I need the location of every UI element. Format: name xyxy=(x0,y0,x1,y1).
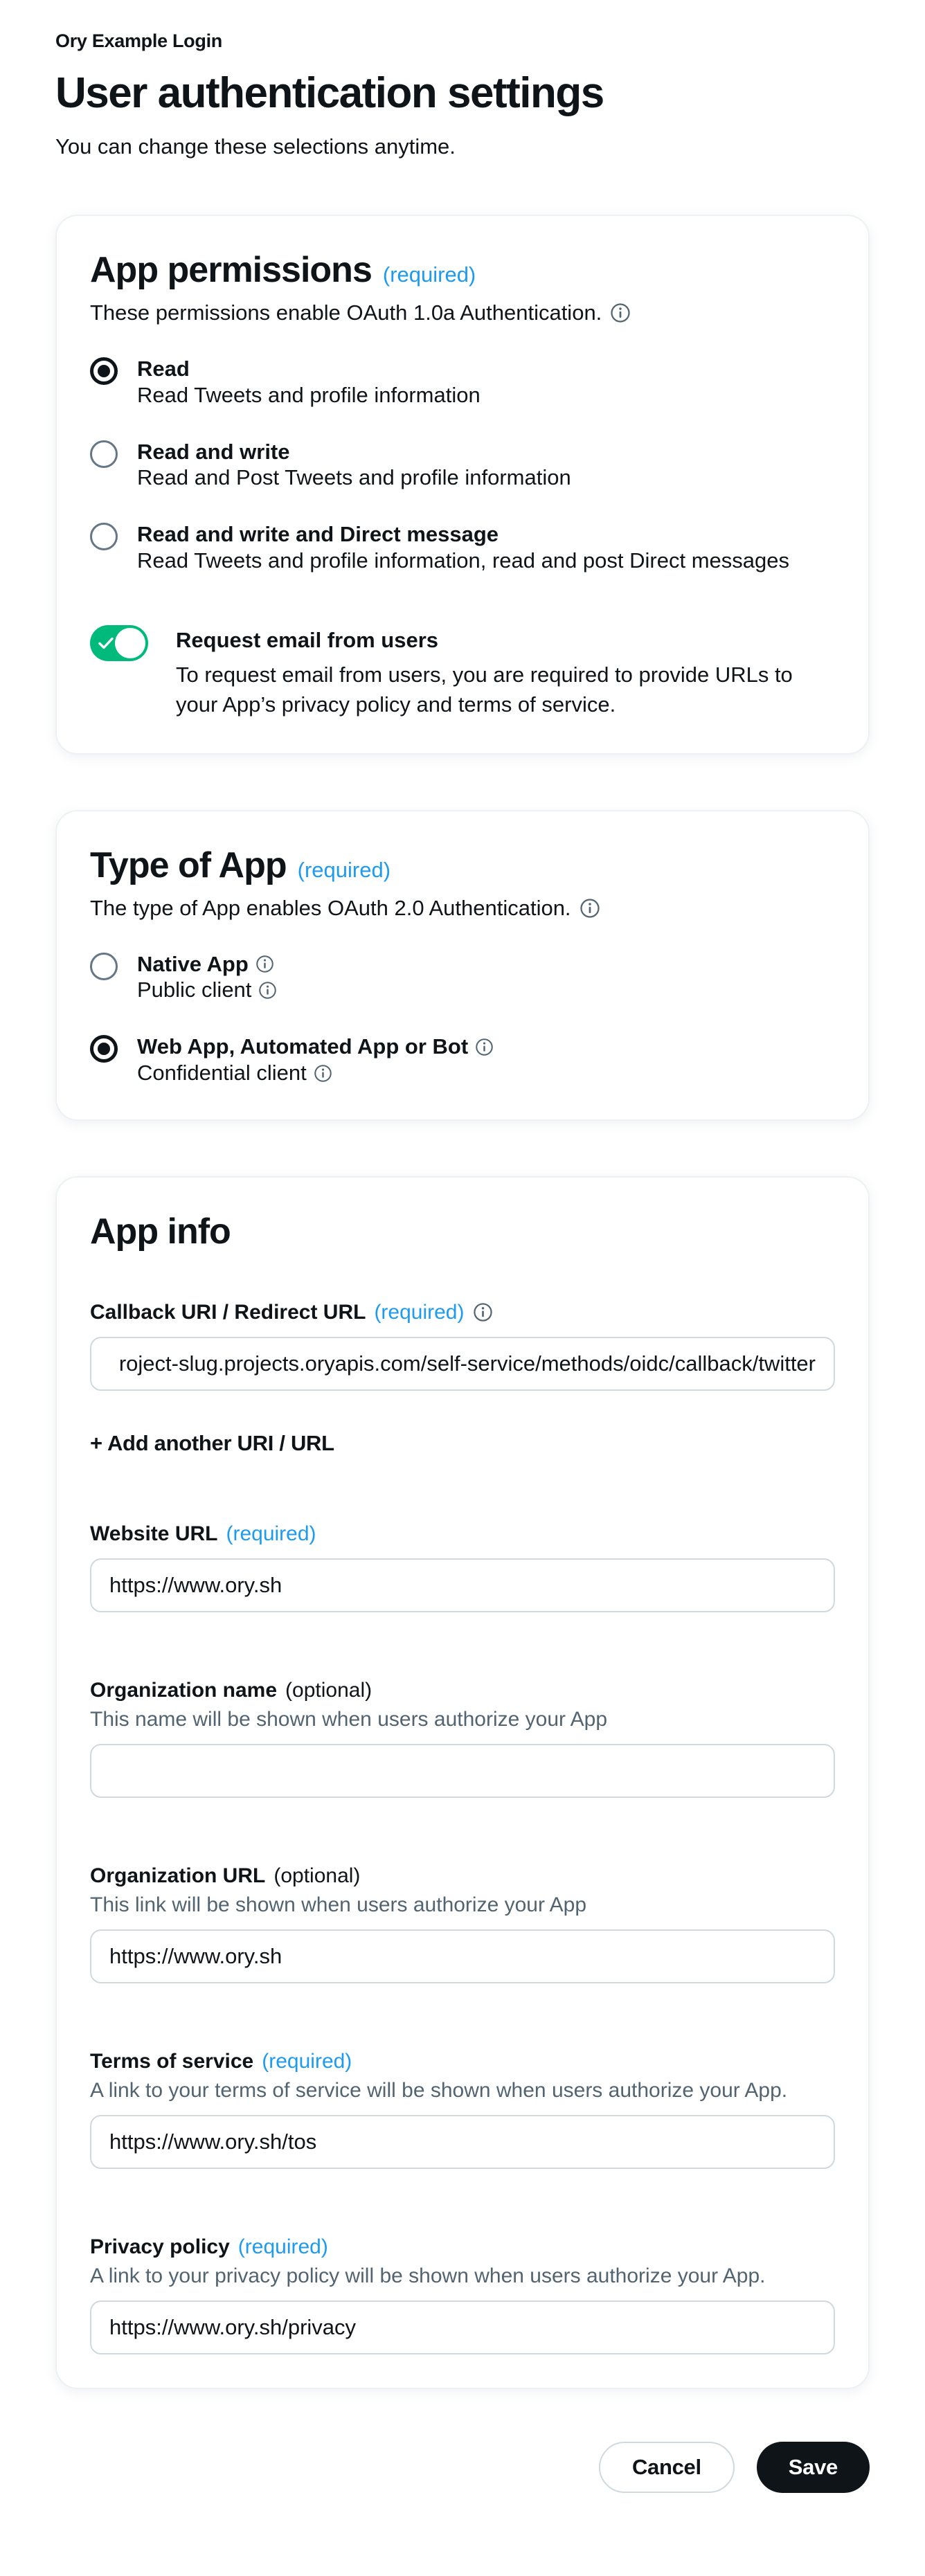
permission-option-read-write[interactable] xyxy=(90,439,835,492)
option-label: Read and write xyxy=(137,439,290,464)
app-info-card xyxy=(55,1176,870,2389)
option-description: Read and Post Tweets and profile information xyxy=(137,465,571,490)
app-permissions-card xyxy=(55,215,870,755)
option-label: Read and write and Direct message xyxy=(137,522,499,547)
option-label: Native App xyxy=(137,951,249,976)
app-permissions-title-row xyxy=(90,249,835,291)
callback-uri-value: roject-slug.projects.oryapis.com/self-service/methods/oidc/callback/twitter xyxy=(118,1351,816,1376)
request-email-toggle[interactable] xyxy=(90,625,148,661)
organization-name-label: Organization name xyxy=(90,1678,278,1702)
option-label: Web App, Automated App or Bot xyxy=(137,1034,469,1059)
organization-url-input[interactable] xyxy=(90,1929,835,1983)
required-tag: (required) xyxy=(262,2049,352,2073)
option-description: Read Tweets and profile information, read and post Direct messages xyxy=(137,548,789,573)
type-of-app-subtitle-row xyxy=(90,896,835,921)
type-of-app-title: Type of App xyxy=(90,845,287,885)
add-uri-link[interactable]: + Add another URI / URL xyxy=(90,1430,334,1455)
type-option-web-app[interactable] xyxy=(90,1034,835,1086)
terms-of-service-input[interactable] xyxy=(90,2115,835,2169)
terms-of-service-helper: A link to your terms of service will be shown when users authorize your App. xyxy=(90,2078,788,2102)
organization-url-field xyxy=(90,1864,835,1983)
type-of-app-card xyxy=(55,810,870,1121)
required-tag: (required) xyxy=(374,1300,465,1324)
radio-button[interactable] xyxy=(90,523,118,550)
required-tag: (required) xyxy=(297,857,391,882)
organization-name-helper: This name will be shown when users authorize your App xyxy=(90,1707,608,1731)
optional-tag: (optional) xyxy=(273,1864,361,1887)
radio-button[interactable] xyxy=(90,440,118,468)
type-option-native-app[interactable] xyxy=(90,951,835,1004)
page-subtitle: You can change these selections anytime. xyxy=(55,134,456,159)
website-url-input[interactable] xyxy=(90,1558,835,1612)
option-sublabel: Public client xyxy=(137,978,252,1002)
option-label: Read xyxy=(137,357,190,381)
terms-of-service-field xyxy=(90,2050,835,2169)
app-permissions-subtitle-row xyxy=(90,300,835,325)
organization-url-helper: This link will be shown when users authorize your App xyxy=(90,1893,587,1916)
organization-url-label: Organization URL xyxy=(90,1864,266,1887)
optional-tag: (optional) xyxy=(285,1678,372,1702)
app-title: Ory Example Login xyxy=(55,30,222,51)
info-icon[interactable] xyxy=(255,955,274,973)
info-icon[interactable] xyxy=(610,303,631,323)
app-permissions-title: App permissions xyxy=(90,250,372,290)
option-description: Read Tweets and profile information xyxy=(137,382,481,407)
callback-uri-field xyxy=(90,1301,835,1391)
callback-uri-label: Callback URI / Redirect URL xyxy=(90,1300,366,1324)
radio-button[interactable] xyxy=(90,953,118,980)
save-button[interactable]: Save xyxy=(757,2442,870,2493)
cancel-button[interactable]: Cancel xyxy=(599,2442,735,2493)
info-icon[interactable] xyxy=(475,1038,494,1056)
organization-name-input[interactable] xyxy=(90,1744,835,1798)
option-sublabel: Confidential client xyxy=(137,1061,307,1086)
page-title: User authentication settings xyxy=(55,69,604,117)
permission-option-read-write-dm[interactable] xyxy=(90,521,835,574)
app-info-title-row xyxy=(90,1211,835,1252)
privacy-policy-helper: A link to your privacy policy will be shown when users authorize your App. xyxy=(90,2264,766,2287)
privacy-policy-label: Privacy policy xyxy=(90,2235,230,2258)
privacy-policy-field xyxy=(90,2235,835,2354)
toggle-knob xyxy=(115,628,145,658)
callback-uri-input[interactable] xyxy=(90,1337,835,1391)
privacy-policy-input[interactable] xyxy=(90,2300,835,2354)
request-email-row xyxy=(90,624,835,720)
app-info-title: App info xyxy=(90,1211,231,1252)
radio-button-selected[interactable] xyxy=(90,1035,118,1063)
request-email-label: Request email from users xyxy=(176,627,439,652)
website-url-field xyxy=(90,1522,835,1612)
info-icon[interactable] xyxy=(580,898,600,919)
website-url-label: Website URL xyxy=(90,1522,218,1545)
info-icon[interactable] xyxy=(314,1064,332,1083)
required-tag: (required) xyxy=(226,1522,316,1545)
required-tag: (required) xyxy=(237,2235,328,2258)
info-icon[interactable] xyxy=(258,981,277,1000)
footer-actions xyxy=(55,2442,870,2493)
info-icon[interactable] xyxy=(473,1302,493,1322)
required-tag: (required) xyxy=(382,262,476,287)
check-icon xyxy=(98,635,114,651)
permission-option-read[interactable] xyxy=(90,356,835,408)
terms-of-service-label: Terms of service xyxy=(90,2049,254,2073)
app-permissions-subtitle: These permissions enable OAuth 1.0a Authentication. xyxy=(90,300,602,325)
organization-name-field xyxy=(90,1679,835,1798)
type-of-app-title-row xyxy=(90,845,835,886)
page-header xyxy=(55,30,870,159)
type-of-app-subtitle: The type of App enables OAuth 2.0 Authentication. xyxy=(90,895,571,920)
radio-button-selected[interactable] xyxy=(90,357,118,385)
request-email-description: To request email from users, you are required to provide URLs to your App’s privacy policy and terms of service. xyxy=(176,662,793,717)
